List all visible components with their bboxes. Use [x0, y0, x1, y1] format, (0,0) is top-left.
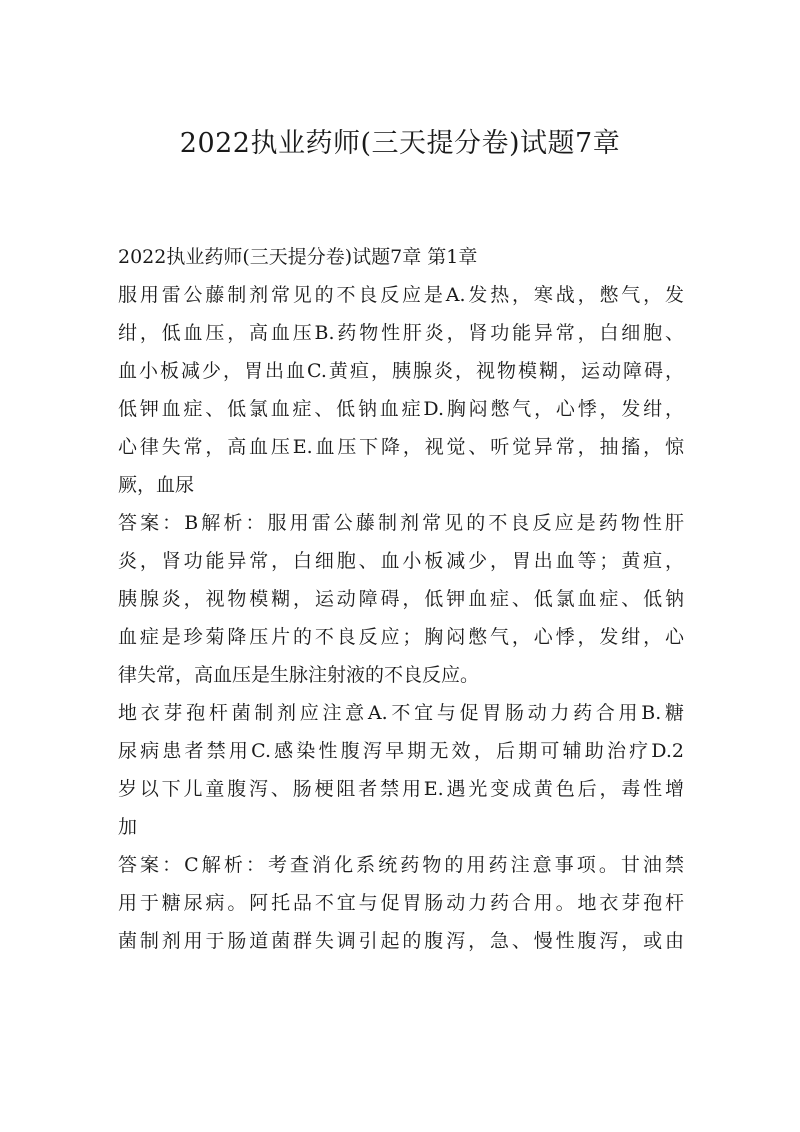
question-1-line: 心律失常，高血压E.血压下降，视觉、听觉异常，抽搐，惊	[118, 436, 684, 458]
question-2-line: 加	[118, 816, 138, 838]
question-1-line: 绀，低血压，高血压B.药物性肝炎，肾功能异常，白细胞、	[118, 322, 684, 344]
document-title: 2022执业药师(三天提分卷)试题7章	[179, 128, 621, 159]
answer-1-line: 胰腺炎，视物模糊，运动障碍，低钾血症、低氯血症、低钠	[118, 588, 684, 610]
answer-2-line: 用于糖尿病。阿托品不宜与促胃肠动力药合用。地衣芽孢杆	[118, 892, 684, 914]
answer-1-line: 律失常，高血压是生脉注射液的不良反应。	[118, 664, 480, 686]
answer-1-line: 炎，肾功能异常，白细胞、血小板减少，胃出血等；黄疸，	[118, 550, 684, 572]
answer-1-line: 答案：B解析：服用雷公藤制剂常见的不良反应是药物性肝	[118, 512, 684, 534]
question-1-line: 厥，血尿	[118, 474, 195, 496]
answer-2-line: 菌制剂用于肠道菌群失调引起的腹泻，急、慢性腹泻，或由	[118, 930, 684, 952]
question-2-line: 尿病患者禁用C.感染性腹泻早期无效，后期可辅助治疗D.2	[118, 740, 684, 762]
answer-1-line: 血症是珍菊降压片的不良反应；胸闷憋气，心悸，发绀，心	[118, 626, 684, 648]
question-1-line: 低钾血症、低氯血症、低钠血症D.胸闷憋气，心悸，发绀，	[118, 398, 684, 420]
question-2-line: 岁以下儿童腹泻、肠梗阻者禁用E.遇光变成黄色后，毒性增	[118, 778, 684, 800]
answer-2-line: 答案：C解析：考查消化系统药物的用药注意事项。甘油禁	[118, 854, 684, 876]
question-1-line: 服用雷公藤制剂常见的不良反应是A.发热，寒战，憋气，发	[118, 284, 684, 306]
question-1-line: 血小板减少，胃出血C.黄疸，胰腺炎，视物模糊，运动障碍，	[118, 360, 684, 382]
document-body	[118, 238, 684, 960]
chapter-heading: 2022执业药师(三天提分卷)试题7章 第1章	[118, 246, 478, 268]
question-2-line: 地衣芽孢杆菌制剂应注意A.不宜与促胃肠动力药合用B.糖	[118, 702, 684, 724]
